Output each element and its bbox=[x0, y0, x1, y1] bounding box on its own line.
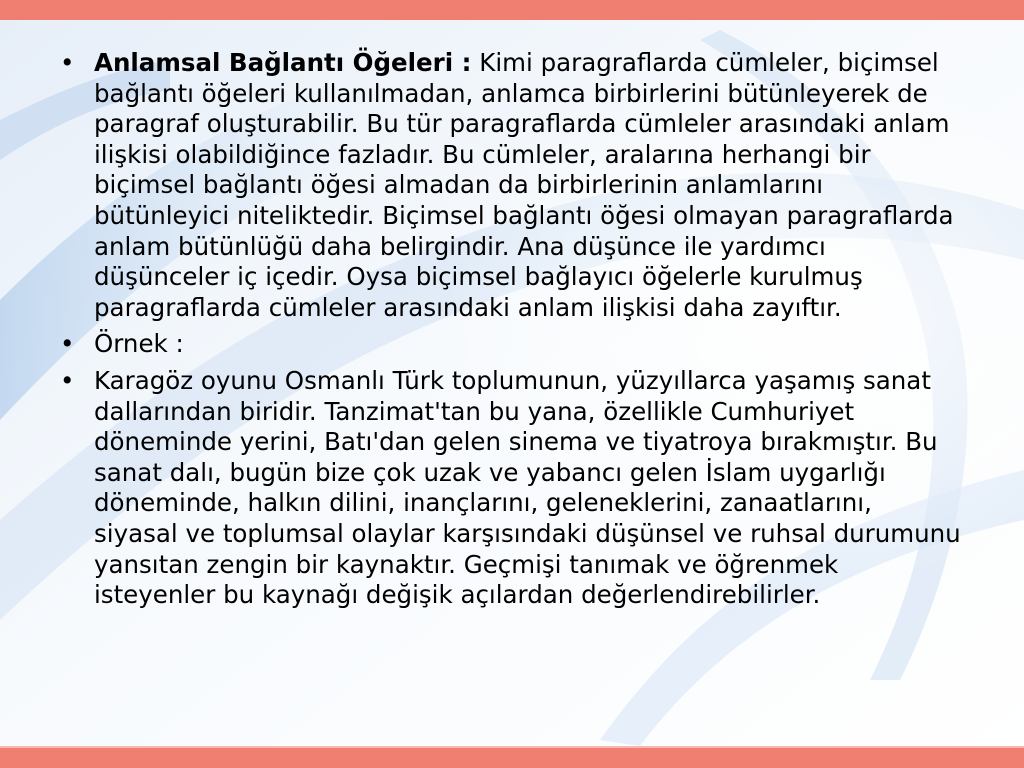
bullet-item-ornek bbox=[56, 329, 961, 360]
bullet-dot-icon: • bbox=[60, 48, 75, 77]
bullet-heading: Anlamsal Bağlantı Öğeleri : bbox=[94, 48, 472, 77]
bottom-accent-bar bbox=[0, 746, 1024, 768]
bullet-dot-icon: • bbox=[60, 329, 75, 359]
bullet-text: Örnek : bbox=[94, 329, 184, 359]
top-accent-bar bbox=[0, 0, 1024, 20]
bullet-item-karagoz bbox=[56, 366, 961, 611]
bullet-text: Kimi paragraflarda cümleler, biçimsel bağlantı öğeleri kullanılmadan, anlamca birbirlerini bütünleyerek de paragraf oluşturabilir. Bu tür paragraflarda cümleler arasındaki anlam ilişkisi olabildiğince fazladır. Bu cümleler, aralarına herhangi bir biçimsel bağlantı öğesi almadan da birbirlerinin anlamlarını bütünleyici niteliktedir. Biçimsel bağlantı öğesi olmayan paragraflarda anlam bütünlüğü daha belirgindir. Ana düşünce ile yardımcı düşünceler iç içedir. Oysa biçimsel bağlayıcı öğelerle kurulmuş paragraflarda cümleler arasındaki anlam ilişkisi daha zayıftır. bbox=[94, 48, 954, 322]
bullet-text: Karagöz oyunu Osmanlı Türk toplumunun, yüzyıllarca yaşamış sanat dallarından biridir. Tanzimat'tan bu yana, özellikle Cumhuriyet döneminde yerini, Batı'dan gelen sinema ve tiyatroya bırakmıştır. Bu sanat dalı, bugün bize çok uzak ve yabancı gelen İslam uygarlığı döneminde, halkın dilini, inançlarını, geleneklerini, zanaatlarını, siyasal ve toplumsal olaylar karşısındaki düşünsel ve ruhsal durumunu yansıtan zengin bir kaynaktır. Geçmişi tanımak ve öğrenmek isteyenler bu kaynağı değişik açılardan değerlendirebilirler. bbox=[94, 365, 961, 610]
bottom-accent-bar-highlight bbox=[0, 746, 1024, 748]
bullet-item-anlamsal bbox=[56, 48, 961, 323]
slide-body bbox=[56, 48, 961, 617]
bullet-list bbox=[56, 48, 961, 611]
bullet-dot-icon: • bbox=[60, 365, 75, 395]
